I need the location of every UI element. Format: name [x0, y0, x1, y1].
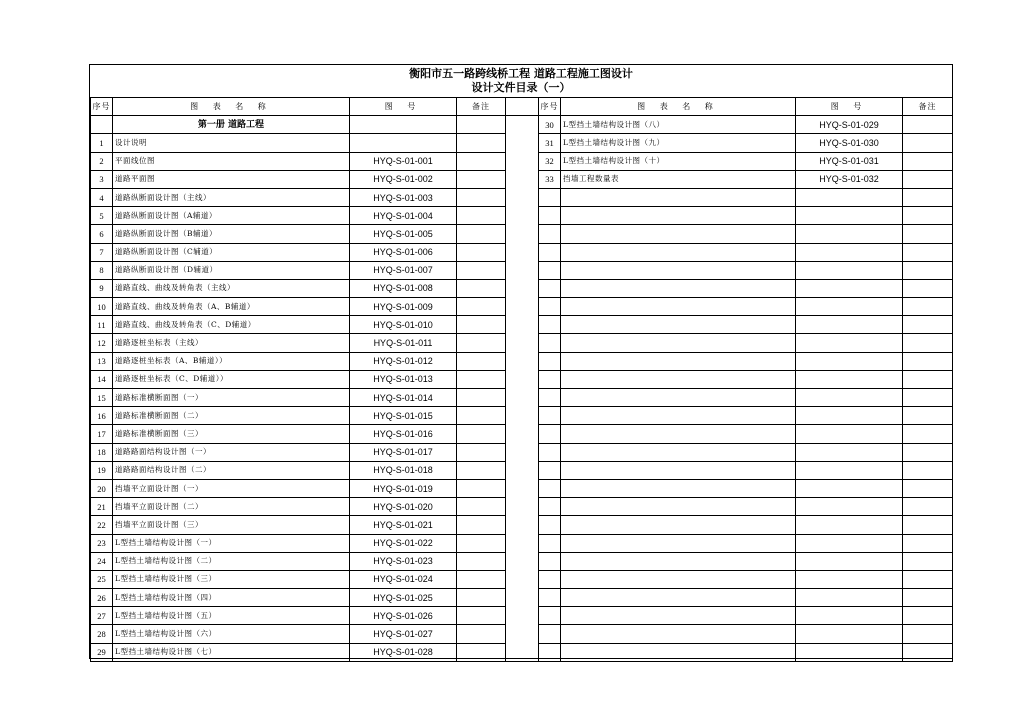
- row-number: 11: [91, 316, 113, 334]
- remark-cell: [903, 443, 953, 461]
- row-number: [539, 407, 561, 425]
- row-number: 10: [91, 298, 113, 316]
- drawing-code: HYQ-S-01-016: [350, 425, 457, 443]
- drawing-name: L型挡土墙结构设计图（五）: [113, 607, 350, 625]
- remark-cell: [903, 498, 953, 516]
- drawing-name: L型挡土墙结构设计图（四）: [113, 589, 350, 607]
- remark-cell: [457, 170, 506, 188]
- drawing-index-sheet: [89, 64, 953, 659]
- drawing-code: HYQ-S-01-020: [350, 498, 457, 516]
- drawing-code: HYQ-S-01-011: [350, 334, 457, 352]
- drawing-code: [796, 589, 903, 607]
- drawing-name: 平面线位图: [113, 152, 350, 170]
- drawing-code: HYQ-S-01-028: [350, 643, 457, 661]
- drawing-name: [561, 516, 796, 534]
- remark-cell: [903, 316, 953, 334]
- row-number: 3: [91, 170, 113, 188]
- row-number: 1: [91, 134, 113, 152]
- drawing-name: 道路直线、曲线及转角表（A、B辅道）: [113, 298, 350, 316]
- remark-cell: [457, 607, 506, 625]
- drawing-code: HYQ-S-01-021: [350, 516, 457, 534]
- row-number: [539, 552, 561, 570]
- drawing-code: HYQ-S-01-013: [350, 370, 457, 388]
- row-number: [539, 479, 561, 497]
- header-name-left: 图 表 名 称: [113, 98, 350, 116]
- drawing-name: [561, 370, 796, 388]
- drawing-code: [796, 334, 903, 352]
- row-number: [539, 188, 561, 206]
- drawing-code: [796, 625, 903, 643]
- row-number: 30: [539, 116, 561, 134]
- row-number: 32: [539, 152, 561, 170]
- remark-cell: [903, 389, 953, 407]
- row-number: 16: [91, 407, 113, 425]
- drawing-code: [796, 479, 903, 497]
- drawing-code: HYQ-S-01-014: [350, 389, 457, 407]
- row-number: [539, 370, 561, 388]
- drawing-name: L型挡土墙结构设计图（一）: [113, 534, 350, 552]
- drawing-code: [796, 389, 903, 407]
- drawing-name: 道路标准横断面图（三）: [113, 425, 350, 443]
- drawing-name: [561, 316, 796, 334]
- remark-cell: [457, 370, 506, 388]
- drawing-name: 挡墙平立面设计图（二）: [113, 498, 350, 516]
- header-code-right: 图 号: [796, 98, 903, 116]
- remark-cell: [457, 298, 506, 316]
- remark-cell: [457, 643, 506, 661]
- drawing-name: 挡墙工程数量表: [561, 170, 796, 188]
- drawing-name: 道路纵断面设计图（主线）: [113, 188, 350, 206]
- drawing-code: [796, 261, 903, 279]
- drawing-name: 道路直线、曲线及转角表（C、D辅道）: [113, 316, 350, 334]
- row-number: 20: [91, 479, 113, 497]
- drawing-name: 道路平面图: [113, 170, 350, 188]
- row-number: [539, 225, 561, 243]
- drawing-name: 挡墙平立面设计图（一）: [113, 479, 350, 497]
- row-number: 21: [91, 498, 113, 516]
- drawing-name: [561, 552, 796, 570]
- drawing-code: HYQ-S-01-007: [350, 261, 457, 279]
- row-number: 14: [91, 370, 113, 388]
- drawing-code: [796, 443, 903, 461]
- drawing-name: [561, 352, 796, 370]
- remark-cell: [457, 316, 506, 334]
- drawing-code: HYQ-S-01-005: [350, 225, 457, 243]
- drawing-name: 道路逐桩坐标表（A、B辅道））: [113, 352, 350, 370]
- remark-cell: [457, 570, 506, 588]
- drawing-code: HYQ-S-01-030: [796, 134, 903, 152]
- remark-cell: [903, 279, 953, 297]
- remark-cell: [457, 534, 506, 552]
- row-number: 22: [91, 516, 113, 534]
- drawing-code: HYQ-S-01-015: [350, 407, 457, 425]
- remark-cell: [457, 479, 506, 497]
- remark-cell: [457, 443, 506, 461]
- row-number: [539, 207, 561, 225]
- drawing-name: [561, 188, 796, 206]
- row-number: 2: [91, 152, 113, 170]
- header-remark-right: 备注: [903, 98, 953, 116]
- remark-cell: [903, 552, 953, 570]
- column-gap: [506, 98, 539, 116]
- drawing-code: HYQ-S-01-024: [350, 570, 457, 588]
- drawing-code: [796, 516, 903, 534]
- row-number: 6: [91, 225, 113, 243]
- row-number: 27: [91, 607, 113, 625]
- drawing-code: [796, 534, 903, 552]
- drawing-code: HYQ-S-01-032: [796, 170, 903, 188]
- row-number: 29: [91, 643, 113, 661]
- row-number: 33: [539, 170, 561, 188]
- row-number: 25: [91, 570, 113, 588]
- row-number: 31: [539, 134, 561, 152]
- drawing-name: [561, 607, 796, 625]
- row-number: [539, 389, 561, 407]
- remark-cell: [903, 534, 953, 552]
- row-number: [539, 643, 561, 661]
- drawing-name: [561, 589, 796, 607]
- drawing-code: [350, 134, 457, 152]
- row-number: 18: [91, 443, 113, 461]
- row-number: [539, 261, 561, 279]
- drawing-name: L型挡土墙结构设计图（六）: [113, 625, 350, 643]
- row-number: 28: [91, 625, 113, 643]
- drawing-name: 道路路面结构设计图（二）: [113, 461, 350, 479]
- row-number: [539, 425, 561, 443]
- row-number: [539, 279, 561, 297]
- remark-cell: [457, 389, 506, 407]
- remark-cell: [903, 479, 953, 497]
- drawing-name: [561, 461, 796, 479]
- remark-cell: [457, 407, 506, 425]
- row-number: 26: [91, 589, 113, 607]
- row-number: 5: [91, 207, 113, 225]
- remark-cell: [457, 243, 506, 261]
- drawing-name: 道路直线、曲线及转角表（主线）: [113, 279, 350, 297]
- drawing-code: HYQ-S-01-008: [350, 279, 457, 297]
- volume-title: 第一册 道路工程: [113, 116, 350, 134]
- drawing-code: HYQ-S-01-026: [350, 607, 457, 625]
- drawing-code: [796, 225, 903, 243]
- drawing-code: [796, 552, 903, 570]
- remark-cell: [457, 425, 506, 443]
- document-title: 衡阳市五一路跨线桥工程 道路工程施工图设计: [409, 67, 633, 80]
- remark-cell: [903, 116, 953, 134]
- drawing-code: HYQ-S-01-018: [350, 461, 457, 479]
- remark-cell: [903, 334, 953, 352]
- drawing-code: [796, 370, 903, 388]
- remark-cell: [457, 552, 506, 570]
- row-number: [539, 316, 561, 334]
- drawing-index-table: [90, 97, 953, 662]
- remark-cell: [903, 425, 953, 443]
- drawing-name: [561, 479, 796, 497]
- drawing-code: [796, 425, 903, 443]
- drawing-code: [796, 643, 903, 661]
- drawing-name: [561, 389, 796, 407]
- drawing-code: HYQ-S-01-025: [350, 589, 457, 607]
- row-number: 4: [91, 188, 113, 206]
- header-row: [91, 98, 953, 116]
- drawing-code: HYQ-S-01-002: [350, 170, 457, 188]
- drawing-name: 道路逐桩坐标表（C、D辅道））: [113, 370, 350, 388]
- drawing-name: 挡墙平立面设计图（三）: [113, 516, 350, 534]
- drawing-name: [561, 425, 796, 443]
- remark-cell: [903, 225, 953, 243]
- row-number: [539, 607, 561, 625]
- row-number: [539, 243, 561, 261]
- row-number: [539, 570, 561, 588]
- table-row: [91, 116, 953, 134]
- remark-cell: [457, 516, 506, 534]
- remark-cell: [457, 134, 506, 152]
- drawing-name: L型挡土墙结构设计图（七）: [113, 643, 350, 661]
- drawing-code: [796, 461, 903, 479]
- drawing-code: HYQ-S-01-010: [350, 316, 457, 334]
- header-name-right: 图 表 名 称: [561, 98, 796, 116]
- row-number: 24: [91, 552, 113, 570]
- drawing-code: [796, 607, 903, 625]
- drawing-name: [561, 498, 796, 516]
- header-code-left: 图 号: [350, 98, 457, 116]
- drawing-name: [561, 625, 796, 643]
- row-number: [539, 443, 561, 461]
- drawing-name: L型挡土墙结构设计图（八）: [561, 116, 796, 134]
- row-number: 17: [91, 425, 113, 443]
- drawing-name: 道路纵断面设计图（B辅道）: [113, 225, 350, 243]
- drawing-name: 设计说明: [113, 134, 350, 152]
- remark-cell: [903, 170, 953, 188]
- row-number: [539, 534, 561, 552]
- drawing-name: 道路纵断面设计图（A辅道）: [113, 207, 350, 225]
- remark-cell: [457, 352, 506, 370]
- drawing-code: [796, 498, 903, 516]
- row-number: 7: [91, 243, 113, 261]
- remark-cell: [903, 643, 953, 661]
- drawing-code: [796, 188, 903, 206]
- drawing-code: HYQ-S-01-003: [350, 188, 457, 206]
- row-number: [539, 498, 561, 516]
- drawing-name: 道路标准横断面图（一）: [113, 389, 350, 407]
- row-number: 15: [91, 389, 113, 407]
- drawing-code: HYQ-S-01-019: [350, 479, 457, 497]
- remark-cell: [903, 134, 953, 152]
- remark-cell: [457, 279, 506, 297]
- remark-cell: [457, 498, 506, 516]
- drawing-code: [796, 243, 903, 261]
- drawing-name: [561, 261, 796, 279]
- remark-cell: [457, 334, 506, 352]
- document-subtitle: 设计文件目录（一）: [471, 81, 571, 94]
- row-number: 23: [91, 534, 113, 552]
- drawing-name: 道路纵断面设计图（C辅道）: [113, 243, 350, 261]
- drawing-code: [796, 207, 903, 225]
- drawing-name: [561, 570, 796, 588]
- drawing-code: HYQ-S-01-001: [350, 152, 457, 170]
- remark-cell: [903, 370, 953, 388]
- drawing-code: HYQ-S-01-031: [796, 152, 903, 170]
- drawing-name: [561, 243, 796, 261]
- remark-cell: [903, 407, 953, 425]
- remark-cell: [903, 298, 953, 316]
- drawing-code: HYQ-S-01-017: [350, 443, 457, 461]
- row-number: [539, 334, 561, 352]
- column-gap: [506, 116, 539, 662]
- drawing-name: [561, 207, 796, 225]
- drawing-name: 道路纵断面设计图（D辅道）: [113, 261, 350, 279]
- remark-cell: [457, 461, 506, 479]
- remark-cell: [457, 188, 506, 206]
- remark-cell: [903, 243, 953, 261]
- header-seq-right: 序号: [539, 98, 561, 116]
- drawing-name: L型挡土墙结构设计图（三）: [113, 570, 350, 588]
- header-remark-left: 备注: [457, 98, 506, 116]
- drawing-name: [561, 279, 796, 297]
- drawing-code: [796, 279, 903, 297]
- row-number: 12: [91, 334, 113, 352]
- remark-cell: [903, 589, 953, 607]
- drawing-name: 道路逐桩坐标表（主线）: [113, 334, 350, 352]
- drawing-name: L型挡土墙结构设计图（十）: [561, 152, 796, 170]
- remark-cell: [903, 516, 953, 534]
- drawing-name: L型挡土墙结构设计图（九）: [561, 134, 796, 152]
- drawing-code: HYQ-S-01-009: [350, 298, 457, 316]
- remark-cell: [457, 589, 506, 607]
- drawing-name: [561, 225, 796, 243]
- drawing-code: HYQ-S-01-023: [350, 552, 457, 570]
- remark-cell: [457, 225, 506, 243]
- drawing-name: 道路路面结构设计图（一）: [113, 443, 350, 461]
- remark-cell: [457, 625, 506, 643]
- drawing-code: [796, 352, 903, 370]
- drawing-name: [561, 534, 796, 552]
- drawing-code: [796, 407, 903, 425]
- remark-cell: [903, 607, 953, 625]
- drawing-code: [796, 570, 903, 588]
- drawing-code: HYQ-S-01-022: [350, 534, 457, 552]
- row-number: [539, 352, 561, 370]
- row-number: [539, 461, 561, 479]
- drawing-code: HYQ-S-01-006: [350, 243, 457, 261]
- drawing-name: 道路标准横断面图（二）: [113, 407, 350, 425]
- row-number: [539, 516, 561, 534]
- drawing-name: [561, 407, 796, 425]
- drawing-code: HYQ-S-01-012: [350, 352, 457, 370]
- remark-cell: [903, 461, 953, 479]
- drawing-code: HYQ-S-01-029: [796, 116, 903, 134]
- row-number: 8: [91, 261, 113, 279]
- row-number: [539, 298, 561, 316]
- remark-cell: [457, 207, 506, 225]
- remark-cell: [903, 352, 953, 370]
- drawing-name: [561, 643, 796, 661]
- remark-cell: [457, 116, 506, 134]
- row-number: [91, 116, 113, 134]
- remark-cell: [457, 152, 506, 170]
- row-number: 9: [91, 279, 113, 297]
- drawing-code: [350, 116, 457, 134]
- drawing-code: HYQ-S-01-004: [350, 207, 457, 225]
- row-number: 13: [91, 352, 113, 370]
- remark-cell: [903, 188, 953, 206]
- drawing-name: L型挡土墙结构设计图（二）: [113, 552, 350, 570]
- drawing-name: [561, 334, 796, 352]
- drawing-code: HYQ-S-01-027: [350, 625, 457, 643]
- row-number: [539, 589, 561, 607]
- row-number: [539, 625, 561, 643]
- header-seq-left: 序号: [91, 98, 113, 116]
- row-number: 19: [91, 461, 113, 479]
- drawing-code: [796, 298, 903, 316]
- drawing-name: [561, 443, 796, 461]
- remark-cell: [903, 261, 953, 279]
- remark-cell: [903, 625, 953, 643]
- drawing-code: [796, 316, 903, 334]
- drawing-name: [561, 298, 796, 316]
- remark-cell: [457, 261, 506, 279]
- remark-cell: [903, 207, 953, 225]
- remark-cell: [903, 570, 953, 588]
- remark-cell: [903, 152, 953, 170]
